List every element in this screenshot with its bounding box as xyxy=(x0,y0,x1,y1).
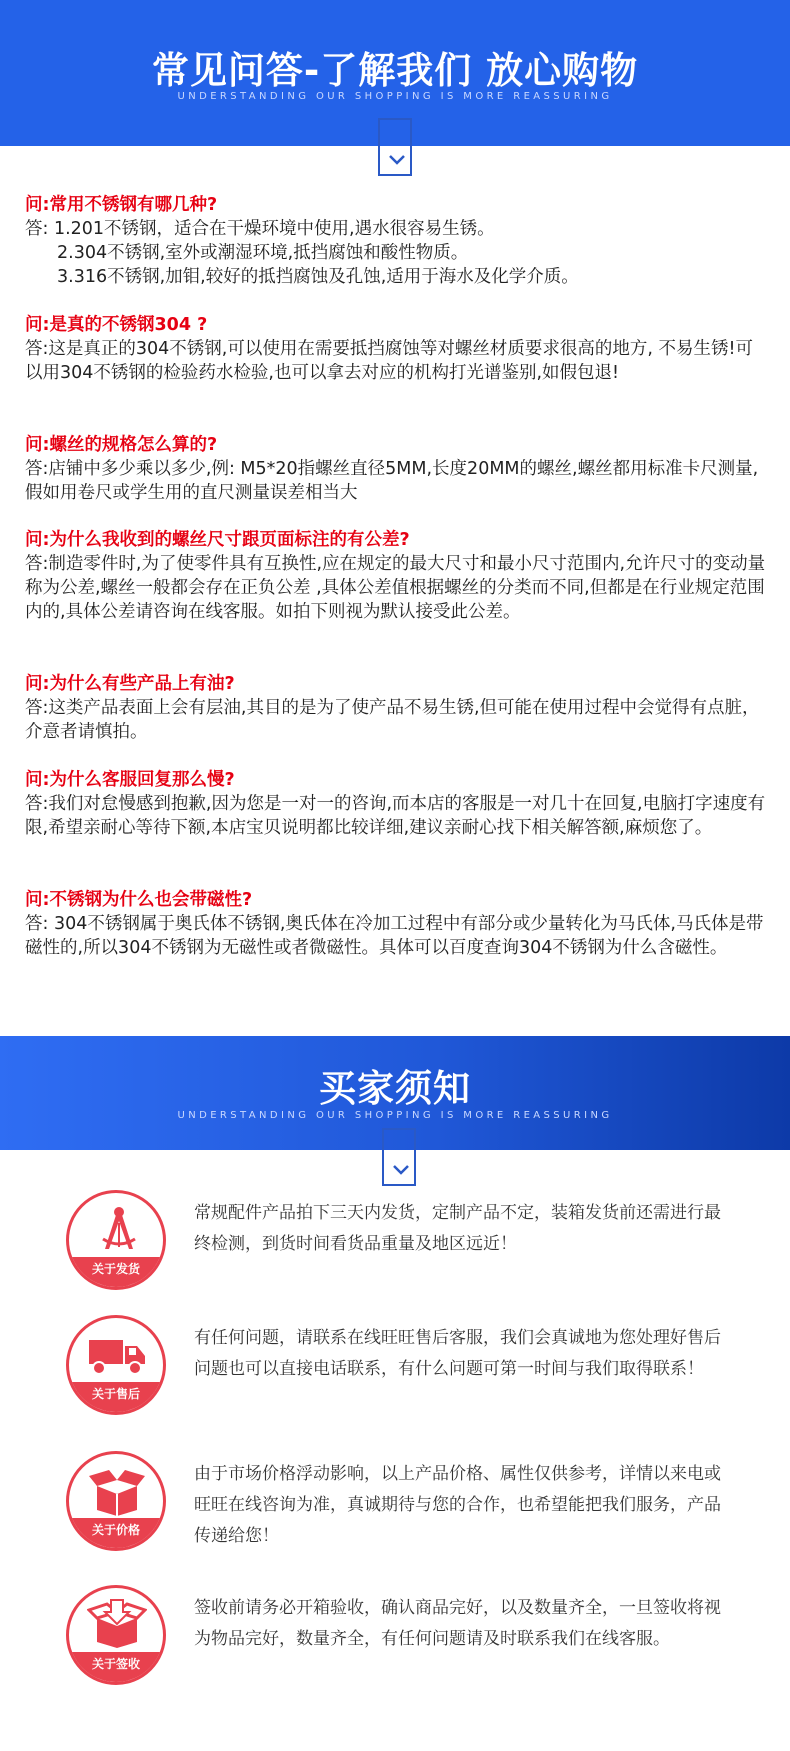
notice-subtitle: UNDERSTANDING OUR SHOPPING IS MORE REASSURING xyxy=(177,1110,613,1121)
faq-answer-line: 2.304不锈钢,室外或潮湿环境,抵挡腐蚀和酸性物质。 xyxy=(57,243,469,263)
notice-title: 买家须知 xyxy=(319,1067,471,1110)
notice-item xyxy=(66,1451,746,1561)
faq-item xyxy=(25,768,770,840)
notice-badge xyxy=(66,1451,166,1551)
faq-title: 常见问答-了解我们 放心购物 xyxy=(151,49,639,92)
faq-question: 问:不锈钢为什么也会带磁性? xyxy=(25,890,253,910)
compass-icon xyxy=(91,1205,147,1261)
notice-item xyxy=(66,1585,746,1695)
faq-question: 问:常用不锈钢有哪几种? xyxy=(25,195,218,215)
open-box-icon xyxy=(87,1466,147,1516)
faq-answer: 答: 304不锈钢属于奥氏体不锈钢,奥氏体在冷加工过程中有部分或少量转化为马氏体,马氏体是带磁性的,所以304不锈钢为无磁性或者微磁性。具体可以百度查询304不锈钢为什么含磁性。 xyxy=(25,914,764,958)
scroll-down-indicator xyxy=(378,118,412,176)
notice-badge xyxy=(66,1315,166,1415)
notice-badge-label: 关于发货 xyxy=(69,1257,163,1287)
faq-answer: 答:这是真正的304不锈钢,可以使用在需要抵挡腐蚀等对螺丝材质要求很高的地方, 不易生锈!可以用304不锈钢的检验药水检验,也可以拿去对应的机构打光谱鉴别,如假包退! xyxy=(25,339,753,383)
faq-item xyxy=(25,433,770,505)
notice-badge xyxy=(66,1585,166,1685)
notice-badge-label: 关于售后 xyxy=(69,1382,163,1412)
chevron-down-icon xyxy=(388,154,406,166)
box-download-icon xyxy=(87,1598,147,1650)
faq-answer: 答:这类产品表面上会有层油,其目的是为了使产品不易生锈,但可能在使用过程中会觉得有点脏，介意者请慎拍。 xyxy=(25,698,760,742)
notice-text: 签收前请务必开箱验收，确认商品完好，以及数量齐全，一旦签收将视为物品完好，数量齐全，有任何问题请及时联系我们在线客服。 xyxy=(194,1598,721,1649)
faq-answer: 答:店铺中多少乘以多少,例: M5*20指螺丝直径5MM,长度20MM的螺丝,螺丝都用标准卡尺测量,假如用卷尺或学生用的直尺测量误差相当大 xyxy=(25,459,759,503)
notice-badge-label: 关于签收 xyxy=(69,1652,163,1682)
faq-question: 问:为什么有些产品上有油? xyxy=(25,674,235,694)
notice-text: 由于市场价格浮动影响，以上产品价格、属性仅供参考，详情以来电或旺旺在线咨询为准，真诚期待与您的合作，也希望能把我们服务，产品传递给您！ xyxy=(194,1464,721,1546)
faq-question: 问:是真的不锈钢304 ? xyxy=(25,315,208,335)
faq-question: 问:螺丝的规格怎么算的? xyxy=(25,435,218,455)
notice-badge-label: 关于价格 xyxy=(69,1518,163,1548)
scroll-down-indicator xyxy=(382,1128,416,1186)
faq-question: 问:为什么客服回复那么慢? xyxy=(25,770,235,790)
notice-item xyxy=(66,1190,746,1300)
notice-text: 有任何问题，请联系在线旺旺售后客服，我们会真诚地为您处理好售后问题也可以直接电话联系，有什么问题可第一时间与我们取得联系！ xyxy=(194,1328,721,1379)
faq-item xyxy=(25,313,770,385)
chevron-down-icon xyxy=(392,1164,410,1176)
truck-icon xyxy=(87,1332,147,1382)
faq-answer: 答:制造零件时,为了使零件具有互换性,应在规定的最大尺寸和最小尺寸范围内,允许尺寸的变动量称为公差,螺丝一般都会存在正负公差 ,具体公差值根据螺丝的分类而不同,但都是在行业规定范围内的,具体公差请咨询在线客服。如拍下则视为默认接受此公差。 xyxy=(25,554,766,622)
notice-item xyxy=(66,1315,746,1425)
faq-item xyxy=(25,672,770,744)
faq-item xyxy=(25,528,770,624)
faq-subtitle: UNDERSTANDING OUR SHOPPING IS MORE REASSURING xyxy=(177,91,613,102)
faq-item xyxy=(25,193,770,289)
notice-badge xyxy=(66,1190,166,1290)
faq-question: 问:为什么我收到的螺丝尺寸跟页面标注的有公差? xyxy=(25,530,410,550)
faq-item xyxy=(25,888,770,960)
faq-answer: 答:我们对怠慢感到抱歉,因为您是一对一的咨询,而本店的客服是一对几十在回复,电脑打字速度有限,希望亲耐心等待下额,本店宝贝说明都比较详细,建议亲耐心找下相关解答额,麻烦您了。 xyxy=(25,794,766,838)
notice-text: 常规配件产品拍下三天内发货，定制产品不定，装箱发货前还需进行最终检测，到货时间看货品重量及地区远近！ xyxy=(194,1203,721,1254)
faq-answer-line: 答: 1.201不锈钢，适合在干燥环境中使用,遇水很容易生锈。 xyxy=(25,219,495,239)
faq-answer-line: 3.316不锈钢,加钼,较好的抵挡腐蚀及孔蚀,适用于海水及化学介质。 xyxy=(57,267,579,287)
